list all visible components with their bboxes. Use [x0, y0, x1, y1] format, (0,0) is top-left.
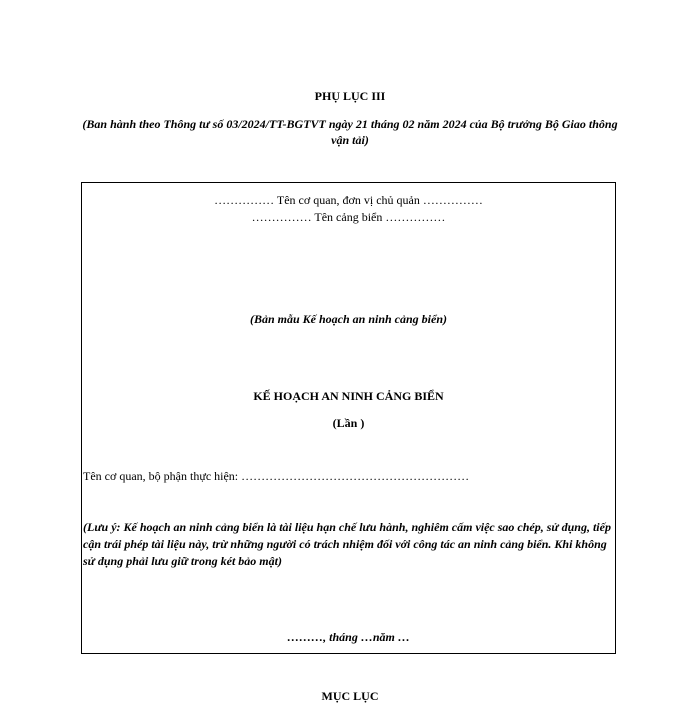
template-note: (Bản mẫu Kế hoạch an ninh cảng biển) [249, 312, 448, 326]
plan-title: KẾ HOẠCH AN NINH CẢNG BIỂN [253, 389, 444, 403]
cover-frame [81, 182, 616, 654]
confidentiality-notice: (Lưu ý: Kế hoạch an ninh cảng biển là tài liệu hạn chế lưu hành, nghiêm cấm việc sao chép, sử dụng, tiếp cận trái phép tài liệu này, trừ những người có trách nhiệm đối với công tác an ninh cảng biển. Khi không sử dụng phải lưu giữ trong két bảo mật) [83, 520, 611, 568]
appendix-title: PHỤ LỤC III [314, 89, 386, 103]
plan-revision: (Lần ) [332, 416, 365, 430]
appendix-subtitle: (Ban hành theo Thông tư số 03/2024/TT-BGTVT ngày 21 tháng 02 năm 2024 của Bộ trưởng Bộ Giao thông vận tải) [82, 117, 618, 147]
executor-line: Tên cơ quan, bộ phận thực hiện: ………………………………………………… [83, 469, 470, 483]
organization-line: …………… Tên cơ quan, đơn vị chủ quản …………… [214, 193, 483, 207]
port-name-line: …………… Tên cảng biển …………… [251, 210, 446, 224]
table-of-contents-title: MỤC LỤC [321, 689, 379, 703]
date-line: ………, tháng …năm … [287, 630, 410, 644]
